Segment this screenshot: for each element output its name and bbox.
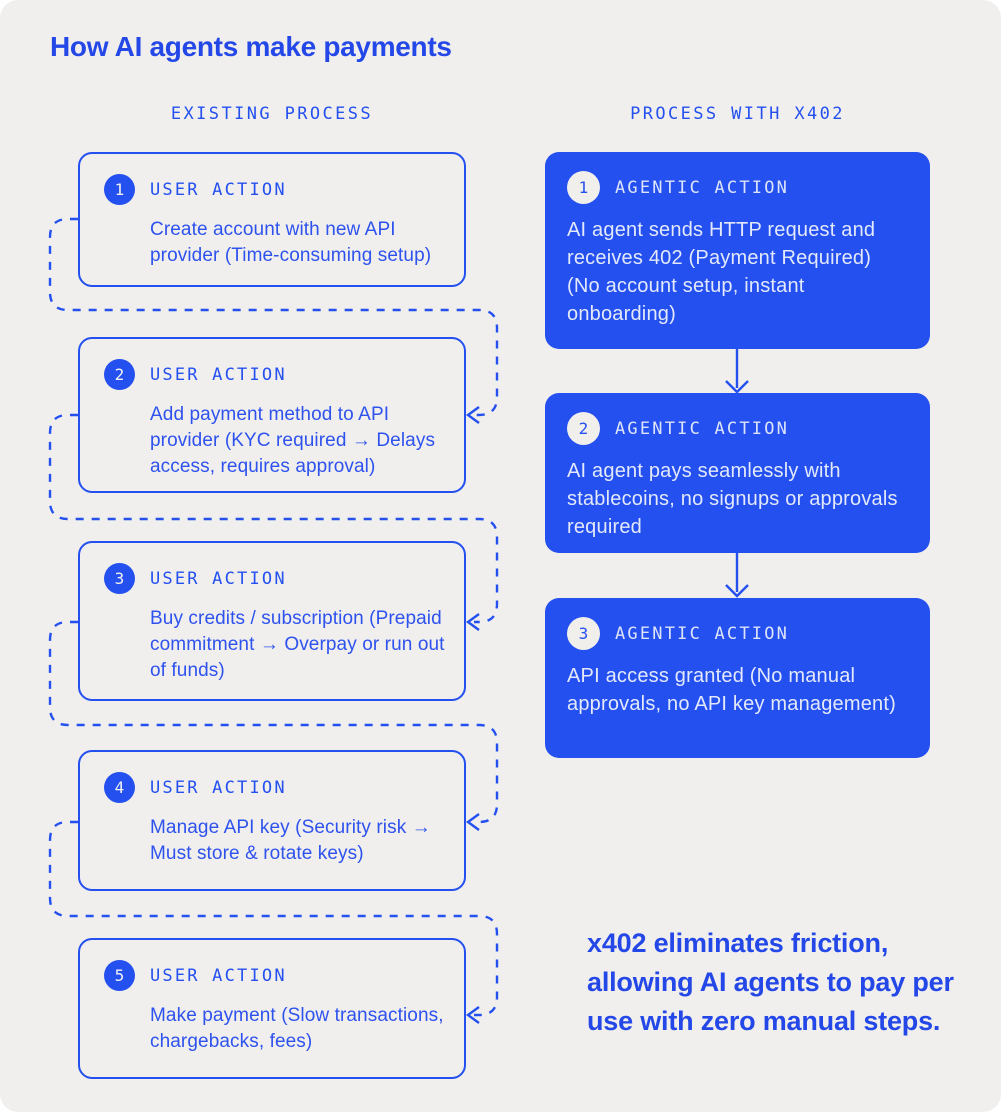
arrowhead-down-icon bbox=[726, 381, 748, 392]
footer-summary: x402 eliminates friction, allowing AI agents to pay per use with zero manual steps. bbox=[587, 928, 954, 1036]
step-number-badge: 2 bbox=[104, 359, 135, 390]
user-action-card-2 bbox=[78, 337, 466, 493]
card-label: USER ACTION bbox=[150, 777, 287, 798]
arrowhead-left-icon bbox=[468, 407, 479, 423]
card-label: AGENTIC ACTION bbox=[615, 177, 790, 198]
user-action-card-5 bbox=[78, 938, 466, 1079]
arrowhead-down-icon bbox=[726, 585, 748, 596]
card-label: AGENTIC ACTION bbox=[615, 418, 790, 439]
step-number-badge: 4 bbox=[104, 772, 135, 803]
arrowhead-left-icon bbox=[468, 814, 479, 830]
right-column-header: PROCESS WITH X402 bbox=[630, 104, 845, 124]
card-description: Buy credits / subscription (Prepaid commitment → Overpay or run out of funds) bbox=[150, 608, 445, 681]
card-header bbox=[567, 412, 908, 445]
card-header bbox=[567, 617, 908, 650]
card-description: Create account with new API provider (Time-consuming setup) bbox=[150, 219, 432, 266]
card-label: USER ACTION bbox=[150, 179, 287, 200]
step-number-badge: 2 bbox=[567, 412, 600, 445]
step-number-badge: 1 bbox=[567, 171, 600, 204]
user-action-card-4 bbox=[78, 750, 466, 891]
page-title: How AI agents make payments bbox=[50, 31, 452, 62]
step-number-badge: 3 bbox=[104, 563, 135, 594]
arrowhead-left-icon bbox=[468, 1007, 479, 1023]
agentic-action-card-2 bbox=[545, 393, 930, 553]
card-description: Manage API key (Security risk → Must store & rotate keys) bbox=[150, 817, 431, 864]
card-label: USER ACTION bbox=[150, 364, 287, 385]
agentic-action-card-1 bbox=[545, 152, 930, 349]
arrow-down-agent2-agent3 bbox=[726, 553, 748, 596]
card-description: Add payment method to API provider (KYC required → Delays access, requires approval) bbox=[150, 404, 436, 477]
step-number-badge: 5 bbox=[104, 960, 135, 991]
card-label: USER ACTION bbox=[150, 965, 287, 986]
step-number-badge: 1 bbox=[104, 174, 135, 205]
card-header bbox=[104, 359, 444, 390]
card-header bbox=[104, 960, 444, 991]
card-header bbox=[104, 563, 444, 594]
arrowhead-left-icon bbox=[468, 614, 479, 630]
user-action-card-3 bbox=[78, 541, 466, 701]
card-description: AI agent pays seamlessly with stablecoins, no signups or approvals required bbox=[567, 460, 898, 538]
left-column-header: EXISTING PROCESS bbox=[170, 104, 374, 124]
step-number-badge: 3 bbox=[567, 617, 600, 650]
card-header bbox=[104, 174, 444, 205]
agentic-action-card-3 bbox=[545, 598, 930, 758]
card-label: USER ACTION bbox=[150, 568, 287, 589]
card-label: AGENTIC ACTION bbox=[615, 623, 790, 644]
card-header bbox=[567, 171, 908, 204]
card-description: API access granted (No manual approvals, no API key management) bbox=[567, 665, 897, 715]
card-description: Make payment (Slow transactions, chargebacks, fees) bbox=[150, 1005, 444, 1052]
user-action-card-1 bbox=[78, 152, 466, 287]
card-description: AI agent sends HTTP request and receives 402 (Payment Required) (No account setup, instant onboarding) bbox=[567, 219, 876, 325]
card-header bbox=[104, 772, 444, 803]
arrow-down-agent1-agent2 bbox=[726, 349, 748, 392]
